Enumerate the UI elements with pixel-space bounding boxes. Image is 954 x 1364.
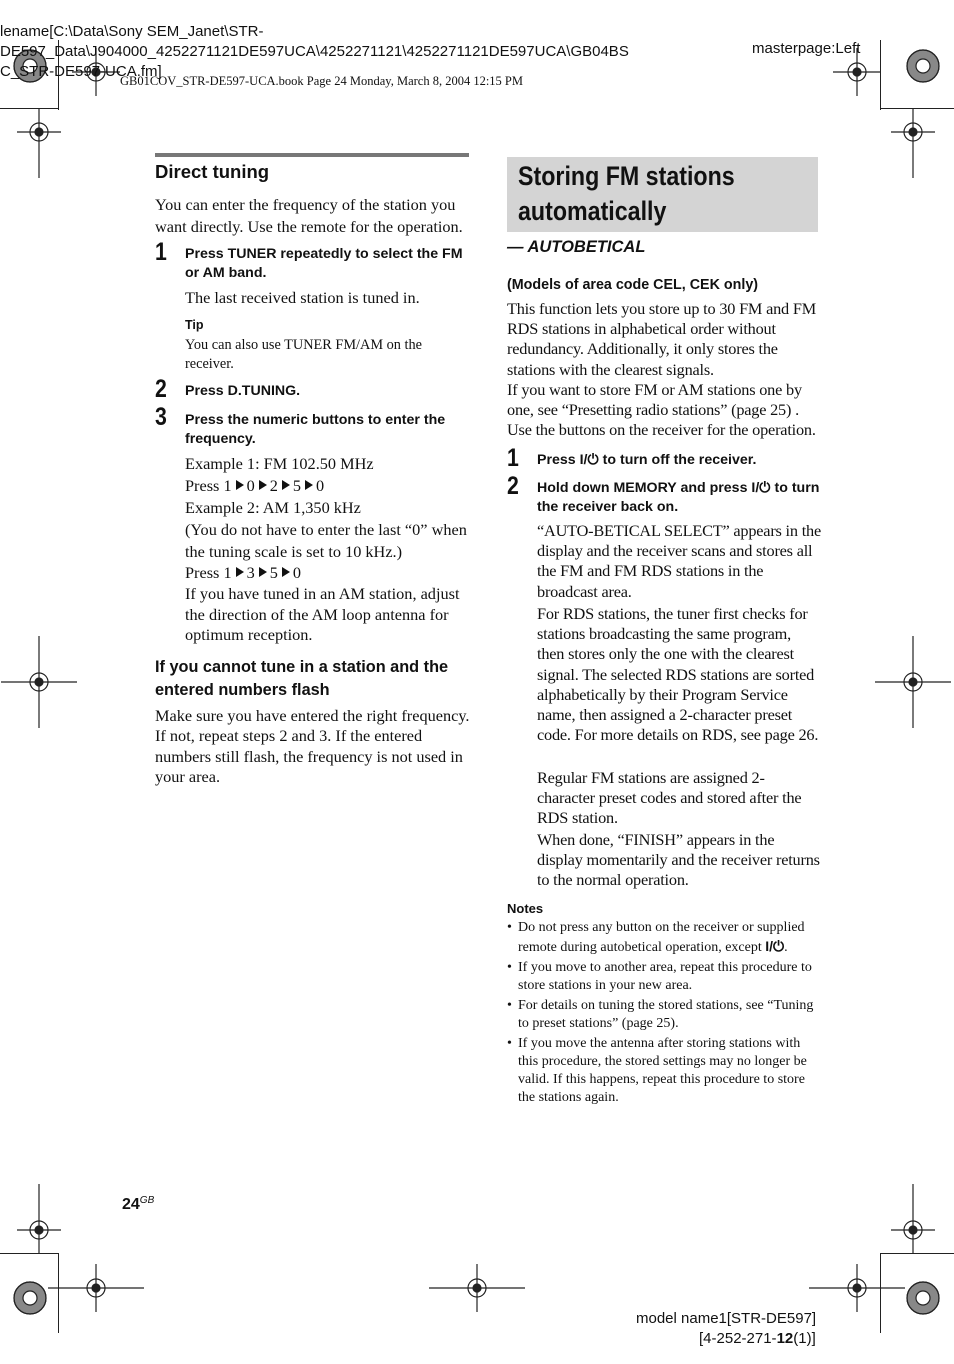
arrow-right-icon	[259, 480, 267, 490]
arrow-right-icon	[282, 480, 290, 490]
cannot-tune-heading: If you cannot tune in a station and the entered numbers flash	[155, 658, 449, 699]
step-text: Hold down MEMORY and press I/⏻ to turn the receiver back on.	[537, 480, 820, 515]
autobetical-subtitle: — AUTOBETICAL	[507, 238, 646, 256]
step2-paragraph-3: Regular FM stations are assigned 2-character preset codes and stored after the RDS station.	[537, 768, 802, 828]
power-icon: I/⏻	[765, 938, 785, 954]
header-masterpage: masterpage:Left	[752, 40, 861, 57]
section-title: Storing FM stations automatically	[518, 161, 735, 226]
section-rule	[155, 153, 469, 157]
step-detail: The last received station is tuned in.	[185, 288, 420, 307]
notes-heading: Notes	[507, 901, 544, 916]
example-2-note: (You do not have to enter the last “0” when the tuning scale is set to 10 kHz.)	[185, 520, 467, 561]
arrow-right-icon	[282, 567, 290, 577]
step-text: Press the numeric buttons to enter the frequency.	[185, 412, 446, 447]
list-item: • For details on tuning the stored stations, see “Tuning to preset stations” (page 25).	[507, 997, 823, 1033]
arrow-right-icon	[236, 567, 244, 577]
step-text: Press D.TUNING.	[185, 383, 301, 399]
step-number: 1	[155, 238, 167, 266]
arrow-right-icon	[305, 480, 313, 490]
power-icon: I/⏻	[579, 452, 599, 468]
power-icon: I/⏻	[751, 480, 771, 496]
step-number: 3	[155, 403, 167, 431]
list-item: • Do not press any button on the receiver or supplied remote during autobetical operation, except I/⏻.	[507, 919, 823, 957]
notes-list	[507, 919, 823, 1109]
step2-paragraph-1: “AUTO-BETICAL SELECT” appears in the display and the receiver scans and stores all the FM and FM RDS stations in the broadcast area.	[537, 521, 821, 601]
step-text: Press TUNER repeatedly to select the FM or AM band.	[185, 246, 463, 281]
am-note: If you have tuned in an AM station, adjust the direction of the AM loop antenna for optimum reception.	[185, 584, 460, 644]
model-name-line: model name1[STR-DE597]	[636, 1310, 817, 1327]
step2-paragraph-2: For RDS stations, the tuner first checks for stations broadcasting the same program, then stores only the one with the clearest signal. The selected RDS stations are sorted alphabetically by their Program Service name, then assigned a 2-character preset code. For more details on RDS, see page 26.	[537, 604, 819, 745]
page-number: $24^{GB}$	[122, 1195, 155, 1213]
header-book-line: GB01COV_STR-DE597-UCA.book Page 24 Monday, March 8, 2004 12:15 PM	[120, 74, 523, 88]
direct-tuning-heading: Direct tuning	[155, 161, 270, 182]
header-filename: lename[C:\Data\Sony SEM_Janet\STR- DE597_Data\J904000_4252271121DE597UCA\4252271121\4252271121DE597UCA\GB04BS C_STR-DE597-UCA.fm]	[0, 23, 629, 80]
example-1: Example 1: FM 102.50 MHz	[185, 454, 374, 473]
section-title-box	[507, 157, 818, 232]
step-number: 1	[507, 444, 519, 472]
model-code-line: [4-252-271-12(1)]	[699, 1330, 816, 1347]
press-sequence-1: Press 1 0 2 5 0	[185, 476, 325, 495]
step-number: 2	[155, 375, 167, 403]
arrow-right-icon	[236, 480, 244, 490]
step-number: 2	[507, 472, 519, 500]
step-text: Press I/⏻ to turn off the receiver.	[537, 452, 757, 468]
tip-text: You can also use TUNER FM/AM on the receiver.	[185, 337, 422, 372]
cannot-tune-text: Make sure you have entered the right frequency. If not, repeat steps 2 and 3. If the entered numbers still flash, the frequency is not used in your area.	[155, 706, 470, 786]
autobetical-intro: This function lets you store up to 30 FM and FM RDS stations in alphabetical order without redundancy. Additionally, it only stores the stations with the clearest signals. If you want to store FM or AM stations one by one, see “Presetting radio stations” (page 25) . Use the buttons on the receiver for the operation.	[507, 299, 816, 440]
direct-tuning-intro: You can enter the frequency of the station you want directly. Use the remote for the operation.	[155, 195, 463, 236]
list-item: • If you move the antenna after storing stations with this procedure, the stored settings may no longer be valid. If this happens, repeat this procedure to store the stations again.	[507, 1035, 823, 1107]
models-note: (Models of area code CEL, CEK only)	[507, 277, 759, 293]
step2-paragraph-4: When done, “FINISH” appears in the display momentarily and the receiver returns to the normal operation.	[537, 830, 820, 890]
example-2: Example 2: AM 1,350 kHz	[185, 498, 361, 517]
press-sequence-2: Press 1 3 5 0	[185, 563, 302, 582]
list-item: • If you move to another area, repeat this procedure to store stations in your new area.	[507, 959, 823, 995]
tip-heading: Tip	[185, 318, 204, 332]
arrow-right-icon	[259, 567, 267, 577]
